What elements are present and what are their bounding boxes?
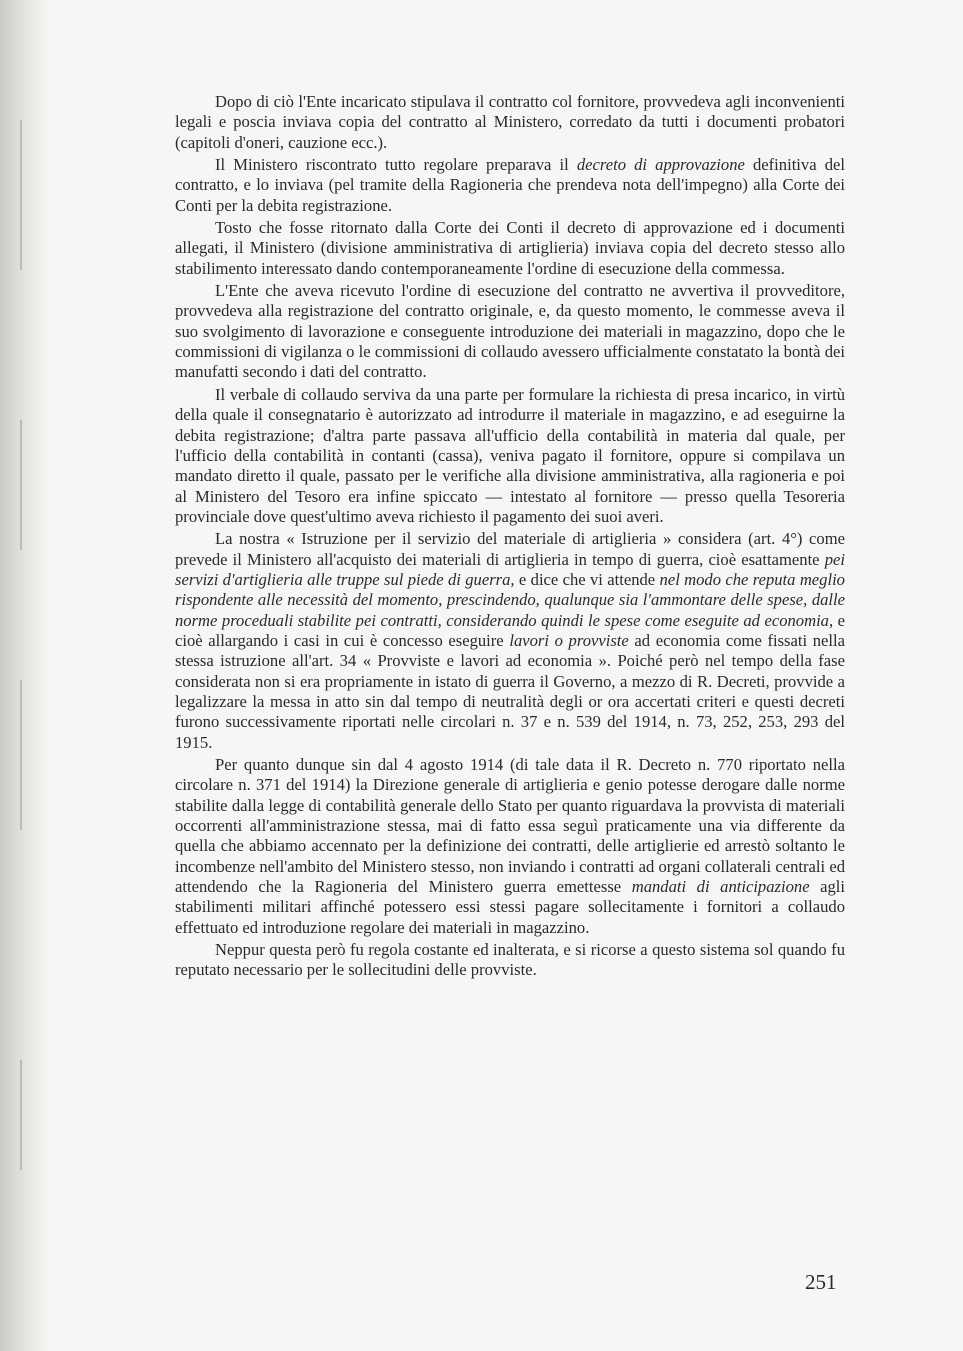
italic-text: pei servizi d'artiglieria alle truppe sul piede di guerra, [175,549,845,589]
italic-text: decreto di approvazione [576,155,745,175]
text-run: Dopo di ciò l'Ente incaricato stipulava il contratto col fornitore, provvedeva agli inconvenienti legali e poscia inviava copia del contratto al Ministero, corredato da tutti i documenti probatori (capitoli d'oneri, cauzione ecc.). [175,92,845,152]
text-run: Il verbale di collaudo serviva da una parte per formulare la richiesta di presa incarico, in virtù della quale il consegnatario è autorizzato ad introdurre il materiale in magazzino, e ad eseguirne la debita registrazione; d'altra parte passava all'ufficio della contabilità in materia dal quale, per l'ufficio della contabilità in contanti (cassa), veniva pagato il fornitore, oppure si compilava un mandato diretto il quale, passato per le verifiche alla divisione amministrativa, alla ragioneria e poi al Ministero del Tesoro era infine spiccato — intestato al fornitore — presso quella Tesoreria provinciale dove quest'ultimo aveva richiesto il pagamento dei suoi averi. [175,384,845,526]
text-run: e dice che vi attende [514,569,660,589]
italic-text: lavori o provviste [509,630,629,650]
gutter-shadow-line [20,680,22,830]
paragraph [175,155,845,216]
text-run: Per quanto dunque sin dal 4 agosto 1914 (di tale data il R. Decreto n. 770 riportato nella circolare n. 371 del 1914) la Direzione generale di artiglieria e genio potesse derogare dalle norme stabilite dalla legge di contabilità generale dello Stato per quanto riguardava la provvista di materiali occorrenti all'amministrazione stessa, mai di fatto essa seguì praticamente una via differente da quella che abbiamo accennato per la definizione dei contratti, delle artiglierie ed arrestò soltanto le incombenze nell'ambito del Ministero stesso, non inviando i contratti ad organi collaterali centrali ed attendendo che la Ragioneria del Ministero guerra emettesse [175,755,845,897]
text-run: L'Ente che aveva ricevuto l'ordine di esecuzione del contratto ne avvertiva il provveditore, provvedeva alla registrazione del contratto originale, e, da questo momento, le commesse aveva il suo svolgimento di lavorazione e conseguente introduzione dei materiali in magazzino, dopo che le commissioni di vigilanza o le commissioni di collaudo avessero ufficialmente constatato la bontà dei manufatti secondo i dati del contratto. [175,281,845,382]
text-run: e cioè allargando i casi in cui è concesso eseguire [175,610,845,650]
text-run: La nostra « Istruzione per il servizio del materiale di artiglieria » considera (art. 4°) come prevede il Ministero all'acquisto dei materiali di artiglieria in tempo di guerra, cioè esattamente [175,529,845,569]
paragraph [175,281,845,383]
page-text-body [175,92,845,983]
page-number: 251 [805,1270,837,1294]
italic-text: mandati di anticipazione [631,877,810,897]
binding-gutter [0,0,48,1351]
text-run: definitiva del contratto, e lo inviava (pel tramite della Ragioneria che prendeva nota dell'impegno) alla Corte dei Conti per la debita registrazione. [175,155,845,215]
paragraph [175,218,845,279]
paragraph [175,385,845,527]
text-run: Il Ministero riscontrato tutto regolare preparava il [215,155,577,175]
paragraph [175,940,845,981]
paragraph [175,92,845,153]
text-run: Neppur questa però fu regola costante ed inalterata, e si ricorse a questo sistema sol quando fu reputato necessario per le sollecitudini delle provviste. [175,940,845,980]
paragraph [175,529,845,753]
italic-text: nel modo che reputa meglio rispondente alle necessità del momento, prescindendo, qualunque sia l'ammontare delle spese, dalle norme proceduali stabilite pei contratti, considerando quindi le spese come eseguite ad economia, [175,569,845,630]
text-run: ad economia come fissati nella stessa istruzione all'art. 34 « Provviste e lavori ad economia ». Poiché però nel tempo della fase considerata non si era propriamente in istato di guerra il Governo, a mezzo di R. Decreti, provvide a legalizzare la messa in atto sin dal tempo di neutralità degli or ora accertati criteri e questi decreti furono successivamente riportati nelle circolari n. 37 e n. 539 del 1914, n. 73, 252, 253, 293 del 1915. [175,630,845,752]
text-run: agli stabilimenti militari affinché potessero essi stessi pagare sollecitamente i fornitori a collaudo effettuato ed introduzione regolare dei materiali in magazzino. [175,877,845,937]
paragraph [175,755,845,938]
gutter-shadow-line [20,420,22,550]
text-run: Tosto che fosse ritornato dalla Corte dei Conti il decreto di approvazione ed i documenti allegati, il Ministero (divisione amministrativa di artiglieria) inviava copia del decreto stesso allo stabilimento interessato dando contemporaneamente l'ordine di esecuzione della commessa. [175,218,845,278]
gutter-shadow-line [20,120,22,270]
gutter-shadow-line [20,1060,22,1170]
